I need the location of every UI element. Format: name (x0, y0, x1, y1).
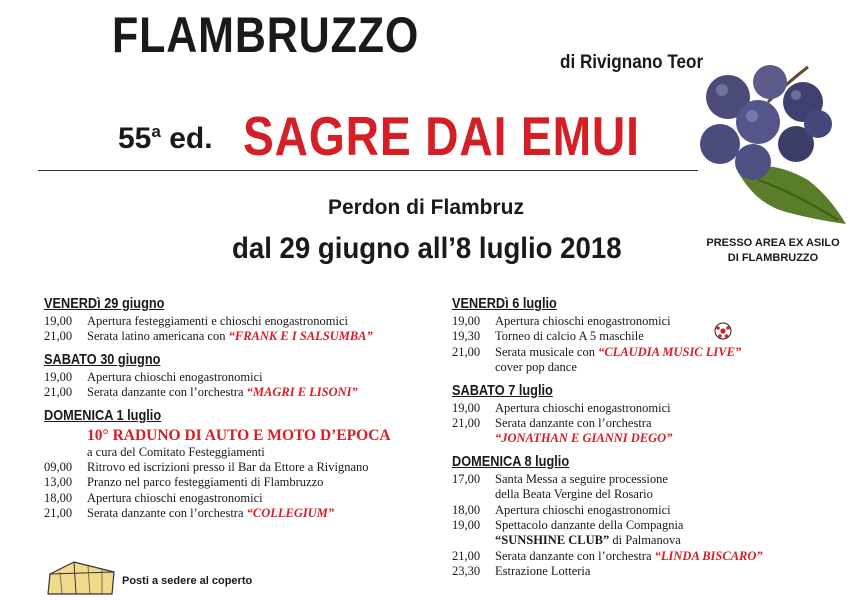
event-row (44, 475, 444, 490)
edition-number: 55 (118, 122, 152, 155)
venue-line-2: DI FLAMBRUZZO (727, 252, 819, 264)
event-time: 19,00 (452, 314, 481, 328)
event-time: 21,00 (452, 344, 481, 359)
rally-note: a cura del Comitato Festeggiamenti (87, 444, 265, 459)
event-time: 23,30 (452, 564, 481, 579)
event-desc: Serata danzante con l’orchestra (495, 548, 655, 563)
event-row (44, 314, 444, 329)
event-text: Apertura chioschi enogastronomici (87, 369, 263, 384)
event-row (452, 549, 782, 564)
program-left-column (44, 294, 444, 522)
performer-name: “JONATHAN E GIANNI DEGO” (495, 431, 673, 446)
edition-suffix: ed. (169, 122, 213, 155)
poster-subtitle: di Rivignano Teor (560, 52, 704, 73)
event-text (87, 385, 444, 400)
edition-label (118, 122, 213, 156)
event-text: Estrazione Lotteria (495, 564, 591, 579)
event-time: 21,00 (452, 416, 481, 431)
event-desc: Serata danzante con l’orchestra (87, 506, 247, 521)
event-time: 18,00 (452, 502, 481, 517)
grapes-icon (698, 62, 848, 237)
event-time: 19,00 (452, 400, 481, 415)
venue-line-1: PRESSO AREA EX ASILO (706, 237, 840, 249)
event-row (44, 385, 444, 400)
event-text (87, 329, 444, 344)
rally-banner: 10° RADUNO DI AUTO E MOTO D’EPOCA (87, 426, 391, 444)
event-desc: Serata musicale con (495, 344, 599, 359)
event-text: Pranzo nel parco festeggiamenti di Flambruzzo (87, 475, 324, 490)
company-place: di Palmanova (609, 533, 681, 548)
event-row (452, 564, 782, 579)
event-row (452, 472, 782, 487)
day-heading: DOMENICA 8 luglio (452, 452, 570, 470)
event-text: Spettacolo danzante della Compagnia (495, 518, 684, 533)
event-desc: Serata danzante con l’orchestra (87, 385, 247, 400)
event-time: 19,00 (452, 518, 481, 533)
event-desc: Serata latino americana con (87, 329, 229, 344)
performer-name: “LINDA BISCARO” (654, 548, 763, 563)
event-row (44, 370, 444, 385)
seating-note: Posti a sedere al coperto (122, 575, 253, 587)
event-text: Ritrovo ed iscrizioni presso il Bar da Ettore a Rivignano (87, 460, 369, 475)
event-row (452, 503, 782, 518)
event-text: Apertura chioschi enogastronomici (87, 490, 263, 505)
event-text: Serata danzante con l’orchestra (495, 416, 652, 431)
event-row (452, 401, 782, 416)
event-text (495, 549, 782, 564)
venue-label (698, 236, 848, 266)
event-text: Apertura chioschi enogastronomici (495, 400, 671, 415)
event-time: 19,00 (44, 314, 73, 328)
event-row (452, 329, 782, 344)
day-heading: VENERDì 6 luglio (452, 295, 557, 312)
event-subtitle: cover pop dance (495, 360, 577, 375)
event-time: 09,00 (44, 460, 73, 475)
event-time: 13,00 (44, 475, 73, 490)
performer-name: “MAGRI E LISONI” (246, 385, 358, 400)
program-right-column (452, 294, 782, 580)
festival-dates: dal 29 giugno all’8 luglio 2018 (232, 232, 622, 265)
event-time: 19,00 (44, 369, 73, 384)
header-divider (38, 170, 698, 171)
event-row (452, 518, 782, 533)
day-heading: SABATO 7 luglio (452, 381, 553, 399)
event-time: 17,00 (452, 471, 481, 486)
event-time: 18,00 (44, 490, 73, 505)
event-text: Santa Messa a seguire processione (495, 471, 668, 486)
event-row (452, 345, 782, 360)
event-row (452, 416, 782, 431)
day-heading: SABATO 30 giugno (44, 350, 161, 368)
poster-title: FLAMBRUZZO (112, 7, 420, 63)
event-text (495, 345, 782, 360)
event-row (44, 460, 444, 475)
event-time: 21,00 (44, 385, 73, 400)
event-text: Apertura chioschi enogastronomici (495, 314, 671, 328)
event-continuation: della Beata Vergine del Rosario (495, 487, 653, 502)
event-row (44, 506, 444, 521)
event-row (44, 491, 444, 506)
performer-name: “FRANK E I SALSUMBA” (228, 329, 373, 344)
event-text: Apertura chioschi enogastronomici (495, 502, 671, 517)
tent-icon (40, 556, 120, 596)
event-text: Torneo di calcio A 5 maschile (495, 329, 644, 344)
event-text: Apertura festeggiamenti e chioschi enogastronomici (87, 314, 349, 328)
performer-name: “CLAUDIA MUSIC LIVE” (598, 344, 742, 359)
company-name: “SUNSHINE CLUB” (495, 533, 610, 548)
event-row (452, 314, 782, 329)
day-heading: VENERDì 29 giugno (44, 295, 165, 312)
festival-name: SAGRE DAI EMUI (243, 105, 640, 167)
day-heading: DOMENICA 1 luglio (44, 406, 162, 424)
event-text (87, 506, 444, 521)
place-name: Perdon di Flambruz (328, 196, 525, 219)
event-time: 21,00 (44, 506, 73, 521)
soccer-ball-icon (714, 322, 732, 340)
event-row (44, 329, 444, 344)
event-time: 19,30 (452, 329, 481, 344)
edition-superscript: a (151, 122, 161, 141)
performer-name: “COLLEGIUM” (246, 506, 335, 521)
event-time: 21,00 (452, 548, 481, 563)
event-continuation (452, 533, 782, 548)
event-time: 21,00 (44, 329, 73, 344)
